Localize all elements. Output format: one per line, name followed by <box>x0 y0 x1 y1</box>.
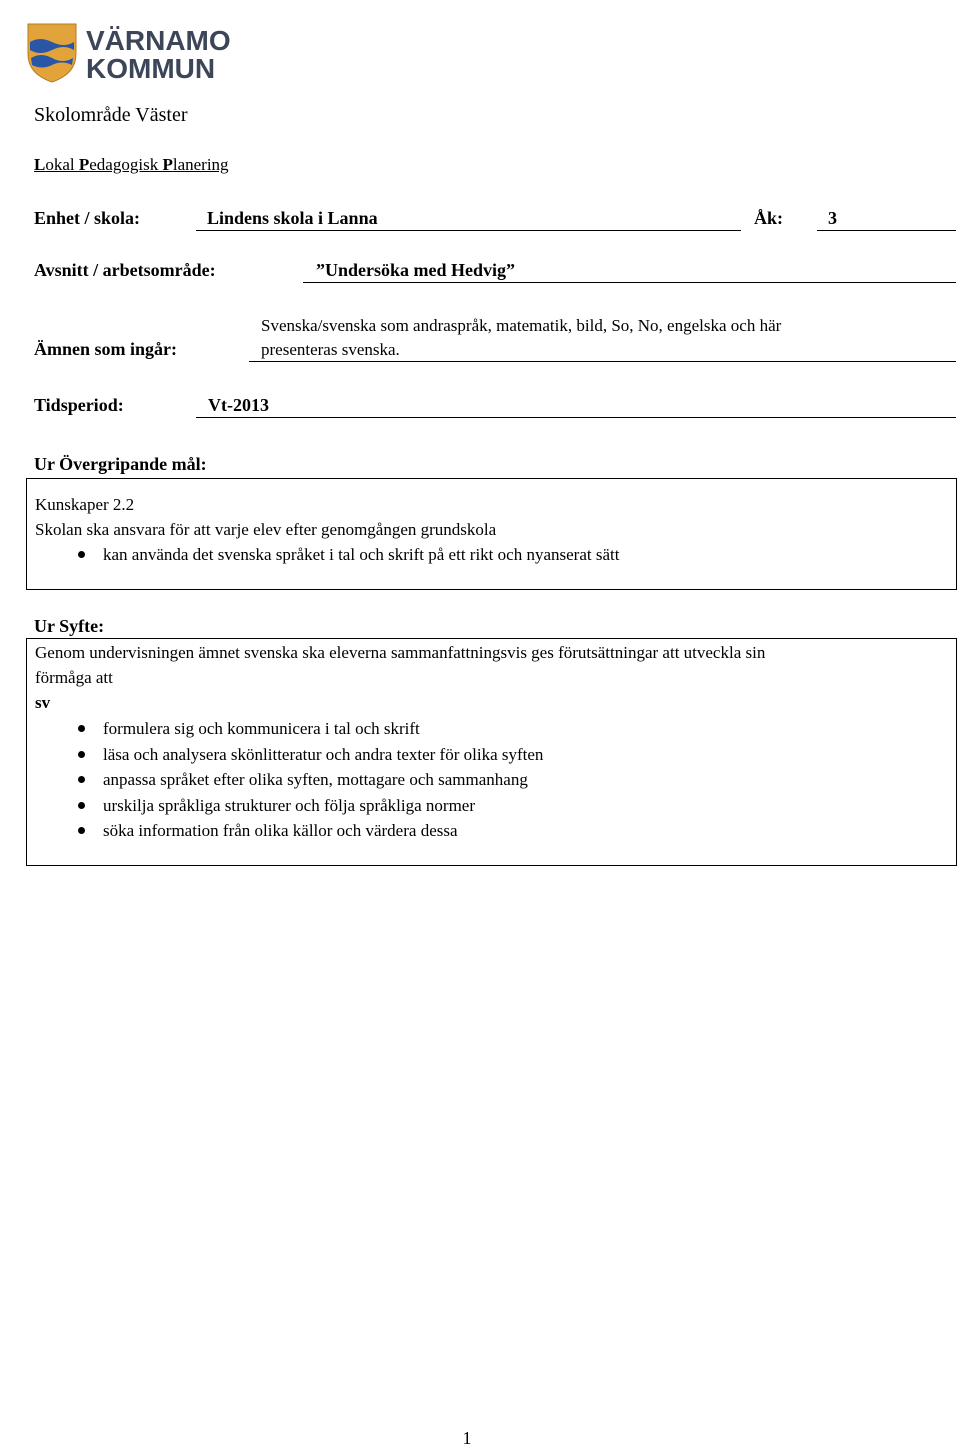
unit-field <box>196 208 741 231</box>
bullet-icon <box>78 827 85 834</box>
purpose-intro-line1: Genom undervisningen ämnet svenska ska eleverna sammanfattningsvis ges förutsättningar att utveckla sin <box>35 643 766 662</box>
subjects-field <box>249 314 956 362</box>
unit-value: Lindens skola i Lanna <box>207 208 378 228</box>
purpose-bullet-item <box>35 767 956 793</box>
goals-line2: Skolan ska ansvara för att varje elev efter genomgången grundskola <box>35 520 497 539</box>
purpose-bullet-item <box>35 716 956 742</box>
grade-label: Åk: <box>754 208 784 228</box>
bullet-icon <box>78 751 85 758</box>
bullet-icon <box>78 776 85 783</box>
goals-heading: Ur Övergripande mål: <box>34 454 207 474</box>
purpose-bullet-item <box>35 742 956 768</box>
bullet-icon <box>78 725 85 732</box>
lpp-word2-rest: edagogisk <box>89 155 163 174</box>
purpose-bullet-text: läsa och analysera skönlitteratur och andra texter för olika syften <box>103 744 544 764</box>
section-value: ”Undersöka med Hedvig” <box>316 260 516 280</box>
logo-text-line1: VÄRNAMO <box>86 25 231 56</box>
purpose-bullet-text: anpassa språket efter olika syften, mottagare och sammanhang <box>103 770 528 789</box>
lpp-word3-rest: lanering <box>172 155 229 174</box>
purpose-heading: Ur Syfte: <box>34 616 105 636</box>
lpp-initial-l: L <box>34 155 46 174</box>
purpose-bullet-list <box>35 716 956 844</box>
goals-bullet-text: kan använda det svenska språket i tal och skrift på ett rikt och nyanserat sätt <box>103 545 620 564</box>
lpp-initial-p1: P <box>78 155 90 174</box>
varnamo-kommun-logo <box>26 20 236 84</box>
goals-box <box>26 478 957 590</box>
section-label: Avsnitt / arbetsområde: <box>34 260 216 280</box>
purpose-intro-line2: förmåga att <box>35 668 113 687</box>
coat-of-arms-icon <box>26 20 236 84</box>
lpp-initial-p2: P <box>162 155 173 174</box>
purpose-code: sv <box>35 693 51 712</box>
purpose-bullet-text: urskilja språkliga strukturer och följa språkliga normer <box>103 795 475 815</box>
purpose-bullet-item <box>35 793 956 819</box>
subjects-value-line2: presenteras svenska. <box>261 339 400 359</box>
bullet-icon <box>78 802 85 809</box>
lpp-word1-rest: okal <box>45 155 79 174</box>
school-area-title: Skolområde Väster <box>34 104 188 126</box>
grade-field <box>817 208 956 231</box>
goals-bullet-list <box>35 542 956 568</box>
page-number: 1 <box>462 1428 472 1448</box>
grade-value: 3 <box>828 208 837 228</box>
section-field <box>303 260 956 283</box>
lpp-title <box>34 155 229 175</box>
purpose-bullet-text: formulera sig och kommunicera i tal och skrift <box>103 719 420 738</box>
subjects-value-line1: Svenska/svenska som andraspråk, matematik, bild, So, No, engelska och här <box>261 316 782 335</box>
logo-text-line2: KOMMUN <box>86 53 216 84</box>
period-label: Tidsperiod: <box>34 395 124 415</box>
purpose-bullet-item <box>35 818 956 844</box>
subjects-label: Ämnen som ingår: <box>34 339 177 359</box>
goals-line1: Kunskaper 2.2 <box>35 495 135 514</box>
period-value: Vt-2013 <box>208 395 269 415</box>
goals-bullet-item <box>35 542 956 568</box>
bullet-icon <box>78 551 85 558</box>
period-field <box>196 395 956 418</box>
unit-label: Enhet / skola: <box>34 208 141 228</box>
purpose-bullet-text: söka information från olika källor och värdera dessa <box>103 821 458 840</box>
purpose-box <box>26 638 957 866</box>
